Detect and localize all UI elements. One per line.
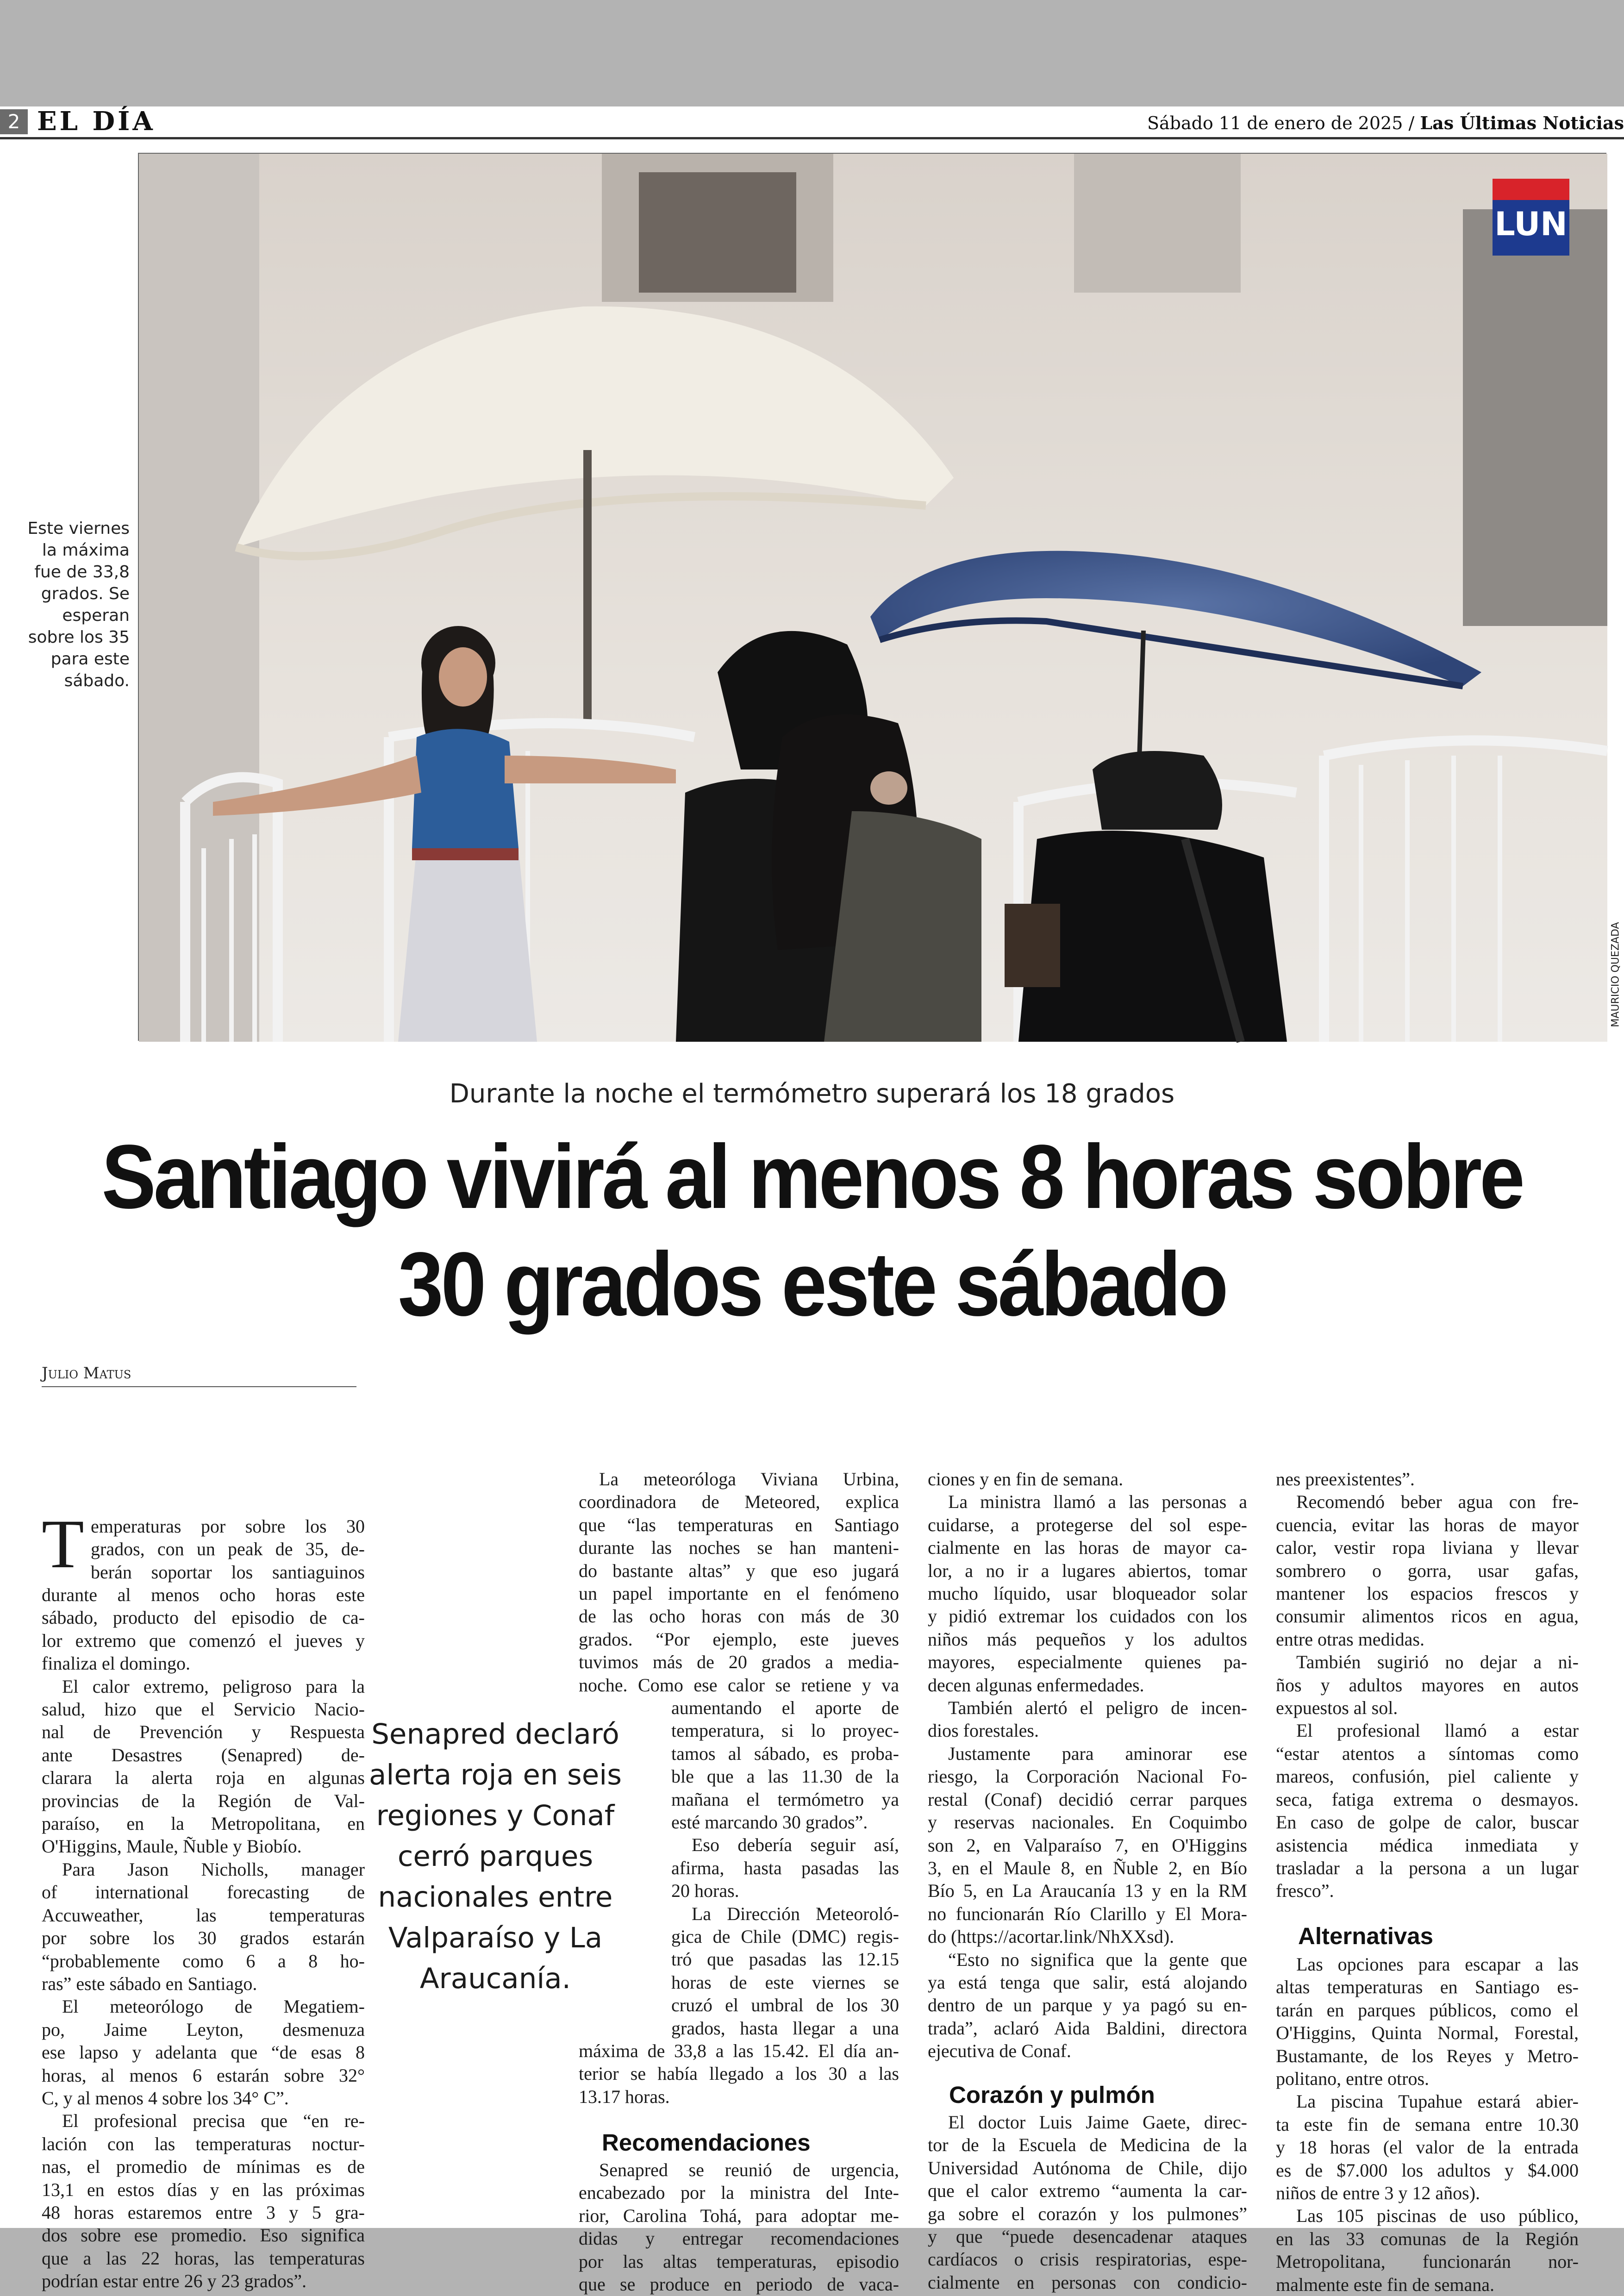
- photo-credit: [1607, 912, 1624, 1037]
- column-4: [1276, 1468, 1579, 1902]
- text-line: tor de la Escuela de Medicina de la: [928, 2134, 1247, 2156]
- text-line: “probablemente como 6 a 8 ho-: [42, 1950, 365, 1971]
- text-line: do (https://acortar.link/NhXXsd).: [928, 1926, 1174, 1947]
- text-line: horas de este viernes se: [671, 1971, 899, 1993]
- text-line: rior, Carolina Tohá, para adoptar me-: [579, 2205, 899, 2226]
- photo-caption: [19, 518, 130, 692]
- text-line: ese lapso y adelanta que “de esas 8: [42, 2042, 365, 2063]
- text-line: horas, al menos 6 estarán sobre 32°: [42, 2065, 365, 2086]
- text-line: podrían estar entre 26 y 23 grados”.: [42, 2271, 307, 2292]
- text-line: politano, entre otros.: [1276, 2068, 1430, 2090]
- text-line: ante Desastres (Senapred) de-: [42, 1744, 365, 1765]
- header-rule: [0, 137, 1624, 139]
- photo-credit-text: MAURICIO QUEZADA: [1610, 922, 1622, 1027]
- headline-line: 30 grados este sábado: [398, 1233, 1226, 1335]
- text-line: encabezado por la ministra del Inte-: [579, 2182, 899, 2203]
- text-line: paraíso, en la Metropolitana, en: [42, 1813, 365, 1834]
- text-line: tamos al sábado, es proba-: [671, 1743, 899, 1764]
- caption-line: sobre los 35: [28, 628, 130, 647]
- caption-line: fue de 33,8: [34, 563, 130, 582]
- text-line: trada”, aclaró Aida Baldini, directora: [928, 2017, 1247, 2039]
- text-line: Bustamante, de los Reyes y Metro-: [1276, 2045, 1579, 2066]
- text-line: que el calor extremo “aumenta la car-: [928, 2180, 1247, 2202]
- text-line: que “las temperaturas en Santiago: [579, 1514, 899, 1535]
- text-line: calor, vestir ropa liviana y llevar: [1276, 1537, 1579, 1558]
- text-line: no funcionarán Río Clarillo y El Mora-: [928, 1903, 1247, 1924]
- text-line: consumir alimentos ricos en agua,: [1276, 1606, 1579, 1627]
- text-line: po, Jaime Leyton, desmenuza: [42, 2019, 365, 2040]
- column-4-alternativas: [1276, 1953, 1579, 2296]
- text-line: coordinadora de Meteored, explica: [579, 1491, 899, 1513]
- text-line: grados, hasta llegar a una: [671, 2017, 899, 2039]
- text-line: ejecutiva de Conaf.: [928, 2040, 1071, 2062]
- caption-line: Este viernes: [27, 519, 130, 538]
- caption-line: esperan: [62, 606, 130, 625]
- column-3-corazon: [928, 2111, 1247, 2294]
- page-header: [0, 106, 1624, 140]
- text-line: riesgo, la Corporación Nacional Fo-: [928, 1766, 1247, 1787]
- text-line: terior se había llegado a los 30 a las: [579, 2063, 899, 2084]
- text-line: nas, el promedio de mínimas es de: [42, 2156, 365, 2177]
- caption-line: la máxima: [42, 541, 130, 560]
- text-line: grados. “Por ejemplo, este jueves: [579, 1628, 899, 1650]
- text-line: Eso debería seguir así,: [692, 1834, 899, 1856]
- text-line: La piscina Tupahue estará abier-: [1296, 2091, 1579, 2112]
- text-line: dios forestales.: [928, 1720, 1039, 1741]
- column-2-recomendaciones: [579, 2158, 899, 2296]
- text-line: lación con las temperaturas noctur-: [42, 2133, 365, 2154]
- text-line: provincias de la Región de Val-: [42, 1790, 365, 1811]
- article-kicker: Durante la noche el termómetro superará los 18 grados: [449, 1079, 1175, 1109]
- text-line: Bío 5, en La Araucanía 13 y en la RM: [928, 1880, 1247, 1902]
- subhead-recomendaciones: Recomendaciones: [602, 2129, 811, 2156]
- text-line: cuidarse, a protegerse del sol espe-: [928, 1514, 1247, 1535]
- text-line: Senapred se reunió de urgencia,: [599, 2159, 899, 2180]
- publication-name: Las Últimas Noticias: [1420, 113, 1624, 133]
- text-line: trasladar a la persona a un lugar: [1276, 1857, 1579, 1878]
- text-line: decen algunas enfermedades.: [928, 1674, 1144, 1695]
- page-number: 2: [0, 109, 28, 134]
- text-line: y que “puede desencadenar ataques: [928, 2226, 1247, 2247]
- article-headline: [81, 1123, 1543, 1338]
- text-line: 3, en el Maule 8, en Ñuble 2, en Bío: [928, 1857, 1247, 1878]
- text-line: aumentando el aporte de: [671, 1697, 899, 1718]
- column-2-narrow: [671, 1696, 899, 2039]
- text-line: máxima de 33,8 a las 15.42. El día an-: [579, 2040, 899, 2061]
- headline-line: Santiago vivirá al menos 8 horas sobre: [101, 1126, 1523, 1227]
- text-line: asistencia médica inmediata y: [1276, 1834, 1579, 1856]
- text-line: durante las noches se han manteni-: [579, 1537, 899, 1558]
- text-line: malmente este fin de semana.: [1276, 2274, 1495, 2295]
- text-line: mareos, confusión, piel caliente y: [1276, 1766, 1579, 1787]
- column-1-lead: [91, 1515, 365, 1583]
- text-line: C, y al menos 4 sobre los 34° C”.: [42, 2087, 289, 2108]
- text-line: El doctor Luis Jaime Gaete, direc-: [948, 2112, 1247, 2133]
- text-line: Justamente para aminorar ese: [948, 1743, 1247, 1764]
- text-line: O'Higgins, Quinta Normal, Forestal,: [1276, 2022, 1579, 2044]
- text-line: La ministra llamó a las personas a: [948, 1491, 1247, 1513]
- text-line: Las 105 piscinas de uso público,: [1296, 2205, 1579, 2227]
- text-line: clarara la alerta roja en algunas: [42, 1767, 365, 1789]
- dateline: Sábado 11 de enero de 2025 / Las Últimas Noticias: [1147, 113, 1624, 133]
- newspaper-page: [0, 106, 1624, 2295]
- text-line: El calor extremo, peligroso para la: [62, 1676, 365, 1697]
- text-line: La meteoróloga Viviana Urbina,: [599, 1469, 899, 1489]
- caption-line: para este: [50, 650, 130, 669]
- text-line: También alertó el peligro de incen-: [948, 1697, 1247, 1719]
- text-line: gica de Chile (DMC) regis-: [671, 1926, 899, 1947]
- text-line: nes preexistentes”.: [1276, 1469, 1415, 1489]
- text-line: El profesional llamó a estar: [1296, 1720, 1579, 1741]
- lead-line: berán soportar los santiaguinos: [91, 1561, 365, 1583]
- text-line: un papel importante en el fenómeno: [579, 1583, 899, 1604]
- text-line: por las altas temperaturas, episodio: [579, 2251, 899, 2272]
- text-line: que a las 22 horas, las temperaturas: [42, 2247, 365, 2269]
- text-line: cuencia, evitar las horas de mayor: [1276, 1514, 1579, 1535]
- text-line: El profesional precisa que “en re-: [62, 2110, 365, 2132]
- text-line: y 18 horas (el valor de la entrada: [1276, 2137, 1579, 2158]
- text-line: restal (Conaf) decidió cerrar parques: [928, 1789, 1247, 1810]
- drop-cap: T: [42, 1506, 84, 1583]
- text-line: O'Higgins, Maule, Ñuble y Biobío.: [42, 1836, 302, 1857]
- text-line: niños de entre 3 y 12 años).: [1276, 2183, 1480, 2204]
- text-line: en las 33 comunas de la Región: [1276, 2228, 1579, 2249]
- text-line: sombrero o gorra, usar gafas,: [1276, 1560, 1579, 1581]
- lun-logo: [1493, 179, 1569, 256]
- pull-quote: Senapred declaró alerta roja en seis regiones y Conaf cerró parques nacionales entre Valparaíso y La Araucanía.: [369, 1718, 622, 1995]
- section-title: EL DÍA: [37, 106, 156, 137]
- text-line: cardíacos o crisis respiratorias, espe-: [928, 2249, 1247, 2270]
- text-line: y pidió extremar los cuidados con los: [928, 1606, 1247, 1627]
- lead-line: grados, con un peak de 35, de-: [91, 1539, 365, 1560]
- text-line: 20 horas.: [671, 1880, 739, 1902]
- text-line: ras” este sábado en Santiago.: [42, 1973, 257, 1994]
- text-line: cruzó el umbral de los 30: [671, 1995, 899, 2016]
- text-line: Accuweather, las temperaturas: [42, 1904, 365, 1926]
- text-line: es de $7.000 los adultos y $4.000: [1276, 2159, 1579, 2181]
- text-line: de las ocho horas con más de 30: [579, 1606, 899, 1627]
- text-line: cialmente en las horas de mayor ca-: [928, 1537, 1247, 1558]
- text-line: dentro de un parque y ya pagó su en-: [928, 1995, 1247, 2016]
- text-line: También sugirió no dejar a ni-: [1296, 1652, 1579, 1673]
- text-line: 13,1 en estos días y en las próximas: [42, 2179, 365, 2200]
- text-line: finaliza el domingo.: [42, 1653, 191, 1674]
- text-line: 48 horas estaremos entre 3 y 5 gra-: [42, 2202, 365, 2223]
- text-line: son 2, en Valparaíso 7, en O'Higgins: [928, 1834, 1247, 1856]
- text-line: Recomendó beber agua con fre-: [1296, 1491, 1579, 1513]
- text-line: tuvimos más de 20 grados a media-: [579, 1652, 899, 1673]
- text-line: La Dirección Meteoroló-: [692, 1903, 899, 1924]
- subhead-alternativas: Alternativas: [1298, 1923, 1433, 1949]
- caption-line: grados. Se: [41, 584, 130, 603]
- text-line: mantener los espacios frescos y: [1276, 1583, 1579, 1604]
- column-1: [42, 1583, 365, 2293]
- caption-line: sábado.: [64, 671, 130, 690]
- text-line: of international forecasting de: [42, 1882, 365, 1903]
- text-line: Las opciones para escapar a las: [1296, 1954, 1579, 1975]
- text-line: seca, fatiga extrema o desmayos.: [1276, 1789, 1579, 1810]
- text-line: durante al menos ocho horas este: [42, 1584, 365, 1605]
- text-line: lor, a no ir a lugares abiertos, tomar: [928, 1560, 1247, 1581]
- text-line: Universidad Autónoma de Chile, dijo: [928, 2157, 1247, 2178]
- column-2-top: [579, 1468, 899, 1696]
- column-2-bottom: [579, 2039, 899, 2108]
- text-line: sábado, producto del episodio de ca-: [42, 1607, 365, 1628]
- subhead-corazon: Corazón y pulmón: [949, 2082, 1155, 2108]
- text-line: “Esto no significa que la gente que: [948, 1949, 1247, 1970]
- logo-red-band: [1493, 179, 1569, 200]
- text-line: do bastante altas” y que eso jugará: [579, 1560, 899, 1581]
- text-line: lor extremo que comenzó el jueves y: [42, 1630, 365, 1651]
- text-line: que se produce en periodo de vaca-: [579, 2274, 899, 2295]
- text-line: fresco”.: [1276, 1880, 1334, 1902]
- text-line: afirma, hasta pasadas las: [671, 1857, 899, 1878]
- text-line: ños y adultos mayores en autos: [1276, 1674, 1579, 1695]
- text-line: ga sobre el corazón y los pulmones”: [928, 2203, 1247, 2224]
- text-line: salud, hizo que el Servicio Nacio-: [42, 1699, 365, 1720]
- text-line: El meteorólogo de Megatiem-: [62, 1996, 365, 2017]
- column-3: [928, 1468, 1247, 2063]
- text-line: entre otras medidas.: [1276, 1628, 1424, 1650]
- text-line: temperatura, si lo proyec-: [671, 1720, 899, 1741]
- main-photo: [138, 153, 1606, 1041]
- text-line: Para Jason Nicholls, manager: [62, 1858, 365, 1880]
- text-line: Metropolitana, funcionarán nor-: [1276, 2251, 1579, 2272]
- text-line: tró que pasadas las 12.15: [671, 1949, 899, 1970]
- byline-name: Julio Matus: [42, 1364, 131, 1383]
- issue-date: Sábado 11 de enero de 2025: [1147, 113, 1403, 133]
- text-line: En caso de golpe de calor, buscar: [1276, 1812, 1579, 1833]
- text-line: “estar atentos a síntomas como: [1276, 1743, 1579, 1764]
- text-line: cialmente en personas con condicio-: [928, 2271, 1247, 2293]
- text-line: nal de Prevención y Respuesta: [42, 1721, 365, 1743]
- photo-illustration: [139, 154, 1607, 1042]
- text-line: esté marcando 30 grados”.: [671, 1812, 868, 1833]
- text-line: niños más pequeños y los adultos: [928, 1628, 1247, 1650]
- text-line: mayores, especialmente quienes pa-: [928, 1652, 1247, 1673]
- text-line: ta este fin de semana entre 10.30: [1276, 2114, 1579, 2135]
- text-line: mucho líquido, usar bloqueador solar: [928, 1583, 1247, 1604]
- text-line: ble que a las 11.30 de la: [671, 1766, 899, 1787]
- text-line: tarán en parques públicos, como el: [1276, 1999, 1579, 2021]
- text-line: ya está tenga que salir, está alojando: [928, 1971, 1247, 1993]
- text-line: noche. Como ese calor se retiene y va: [579, 1674, 899, 1695]
- logo-text: LUN: [1493, 200, 1569, 256]
- text-line: dos sobre ese promedio. Eso significa: [42, 2225, 365, 2246]
- text-line: 13.17 horas.: [579, 2086, 670, 2107]
- text-line: mañana el termómetro ya: [671, 1789, 899, 1810]
- text-line: altas temperaturas en Santiago es-: [1276, 1977, 1579, 1998]
- text-line: y reservas nacionales. En Coquimbo: [928, 1812, 1247, 1833]
- lead-line: emperaturas por sobre los 30: [91, 1516, 365, 1537]
- text-line: ciones y en fin de semana.: [928, 1469, 1124, 1489]
- byline: [42, 1362, 356, 1387]
- text-line: expuestos al sol.: [1276, 1697, 1398, 1719]
- text-line: por sobre los 30 grados estarán: [42, 1927, 365, 1949]
- text-line: didas y entregar recomendaciones: [579, 2228, 899, 2249]
